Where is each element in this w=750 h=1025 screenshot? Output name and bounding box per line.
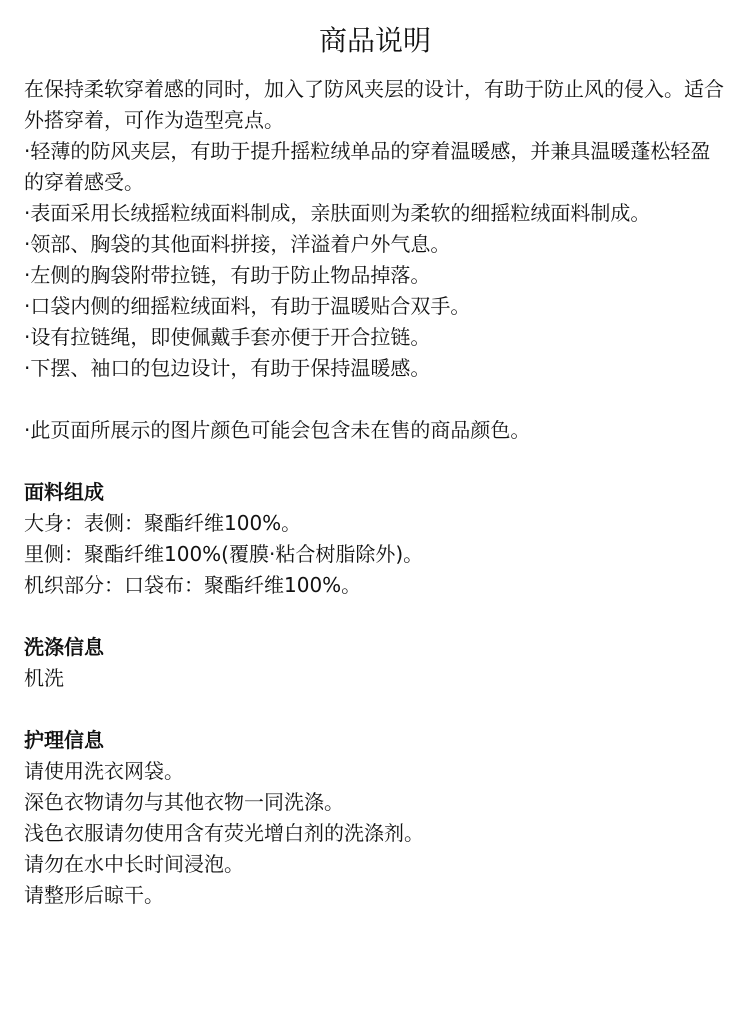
feature-bullet: ·口袋内侧的细摇粒绒面料，有助于温暖贴合双手。 (24, 294, 471, 318)
feature-bullet: ·轻薄的防风夹层，有助于提升摇粒绒单品的穿着温暖感，并兼具温暖蓬松轻盈的穿着感受。 (24, 139, 711, 194)
material-section (24, 477, 726, 601)
feature-bullet: ·左侧的胸袋附带拉链，有助于防止物品掉落。 (24, 263, 431, 287)
care-line: 请使用洗衣网袋。 (24, 759, 184, 783)
washing-section (24, 632, 726, 694)
description-block (24, 74, 726, 446)
washing-heading: 洗涤信息 (24, 635, 104, 659)
feature-bullet: ·下摆、袖口的包边设计，有助于保持温暖感。 (24, 356, 431, 380)
care-line: 浅色衣服请勿使用含有荧光增白剂的洗涤剂。 (24, 821, 424, 845)
care-line: 请整形后晾干。 (24, 883, 164, 907)
page-title: 商品说明 (318, 24, 431, 57)
care-section (24, 725, 726, 911)
spacer (24, 384, 726, 415)
material-line: 机织部分：口袋布：聚酯纤维100%。 (24, 573, 362, 597)
care-line: 深色衣物请勿与其他衣物一同洗涤。 (24, 790, 344, 814)
material-heading: 面料组成 (24, 480, 104, 504)
care-line: 请勿在水中长时间浸泡。 (24, 852, 244, 876)
feature-bullet: ·领部、胸袋的其他面料拼接，洋溢着户外气息。 (24, 232, 451, 256)
feature-bullet: ·表面采用长绒摇粒绒面料制成，亲肤面则为柔软的细摇粒绒面料制成。 (24, 201, 651, 225)
feature-bullet: ·设有拉链绳，即使佩戴手套亦便于开合拉链。 (24, 325, 431, 349)
material-line: 大身：表侧：聚酯纤维100%。 (24, 511, 302, 535)
material-line: 里侧：聚酯纤维100%(覆膜·粘合树脂除外)。 (24, 542, 424, 566)
washing-line: 机洗 (24, 666, 64, 690)
care-heading: 护理信息 (24, 728, 104, 752)
color-note: ·此页面所展示的图片颜色可能会包含未在售的商品颜色。 (24, 418, 531, 442)
description-intro: 在保持柔软穿着感的同时，加入了防风夹层的设计，有助于防止风的侵入。适合外搭穿着，可作为造型亮点。 (24, 77, 724, 132)
